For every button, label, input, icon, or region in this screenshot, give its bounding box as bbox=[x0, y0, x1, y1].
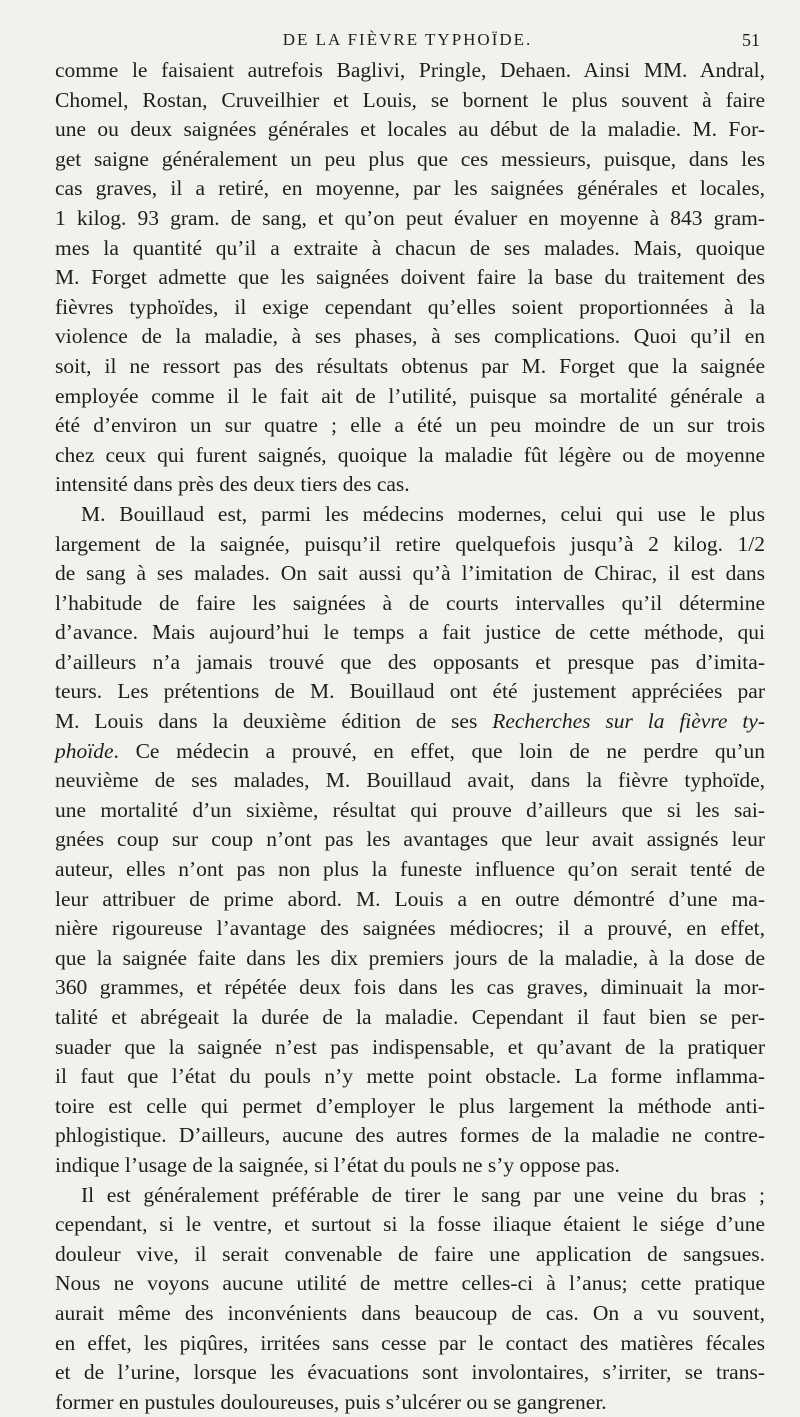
body-text bbox=[55, 56, 765, 1417]
text-line bbox=[55, 1003, 765, 1033]
text-line bbox=[55, 145, 765, 175]
text-line bbox=[55, 500, 765, 530]
line-text: neuvième de ses malades, M. Bouillaud avait, dans la fièvre typhoïde, bbox=[55, 768, 765, 793]
line-text: indique l’usage de la saignée, si l’état du pouls ne s’y oppose pas. bbox=[55, 1152, 620, 1177]
text-line bbox=[55, 618, 765, 648]
line-text: fièvres typhoïdes, il exige cependant qu’elles soient proportionnées à la bbox=[55, 294, 765, 319]
paragraph bbox=[55, 1181, 765, 1417]
line-text: 360 grammes, et répétée deux fois dans les cas graves, diminuait la mor- bbox=[55, 975, 765, 1000]
text-line bbox=[55, 1151, 765, 1181]
line-text: douleur vive, il serait convenable de faire une application de sangsues. bbox=[55, 1241, 765, 1266]
line-text: nière rigoureuse l’avantage des saignées médiocres; il a prouvé, en effet, bbox=[55, 916, 765, 941]
text-line bbox=[55, 648, 765, 678]
line-text: l’habitude de faire les saignées à de courts intervalles qu’il détermine bbox=[55, 590, 765, 615]
line-text: leur attribuer de prime abord. M. Louis a en outre démontré d’une ma- bbox=[55, 886, 765, 911]
text-line bbox=[55, 1299, 765, 1329]
line-text: auteur, elles n’ont pas non plus la funeste influence qu’on serait tenté de bbox=[55, 857, 765, 882]
text-line bbox=[55, 944, 765, 974]
text-line bbox=[55, 1181, 765, 1211]
italic-title: Recherches sur la fièvre ty- bbox=[492, 709, 766, 734]
line-text: cependant, si le ventre, et surtout si la fosse iliaque étaient le siége d’une bbox=[55, 1212, 765, 1237]
line-text: suader que la saignée n’est pas indispensable, et qu’avant de la pratiquer bbox=[55, 1034, 765, 1059]
line-text: comme le faisaient autrefois Baglivi, Pringle, Dehaen. Ainsi MM. Andral, bbox=[55, 58, 765, 82]
line-text: get saigne généralement un peu plus que ces messieurs, puisque, dans les bbox=[55, 146, 765, 171]
paragraph bbox=[55, 56, 765, 500]
text-line bbox=[55, 293, 765, 323]
line-text: mes la quantité qu’il a extraite à chacun de ses malades. Mais, quoique bbox=[55, 235, 765, 260]
text-line bbox=[55, 1062, 765, 1092]
text-line bbox=[55, 1388, 765, 1417]
text-line bbox=[55, 174, 765, 204]
text-line bbox=[55, 914, 765, 944]
line-text: en effet, les piqûres, irritées sans cesse par le contact des matières fécales bbox=[55, 1330, 765, 1355]
text-line bbox=[55, 737, 765, 767]
text-line bbox=[55, 1358, 765, 1388]
line-text: 1 kilog. 93 gram. de sang, et qu’on peut évaluer en moyenne à 843 gram- bbox=[55, 205, 765, 230]
line-text: M. Louis dans la deuxième édition de ses bbox=[55, 709, 493, 734]
text-line bbox=[55, 352, 765, 382]
text-line bbox=[55, 707, 765, 737]
text-line bbox=[55, 411, 765, 441]
line-text: violence de la maladie, à ses phases, à ses complications. Quoi qu’il en bbox=[55, 324, 765, 349]
line-text: phlogistique. D’ailleurs, aucune des autres formes de la maladie ne contre- bbox=[55, 1123, 765, 1148]
line-text: aurait même des inconvénients dans beaucoup de cas. On a vu souvent, bbox=[55, 1300, 765, 1325]
line-text: il faut que l’état du pouls n’y mette point obstacle. La forme inflamma- bbox=[55, 1064, 765, 1089]
line-text: été d’environ un sur quatre ; elle a été un peu moindre de un sur trois bbox=[55, 413, 765, 438]
text-line bbox=[55, 677, 765, 707]
text-line bbox=[55, 1329, 765, 1359]
text-line bbox=[55, 382, 765, 412]
text-line bbox=[55, 825, 765, 855]
text-line bbox=[55, 56, 765, 86]
line-text: largement de la saignée, puisqu’il retire quelquefois jusqu’à 2 kilog. 1/2 bbox=[55, 531, 765, 556]
text-line bbox=[55, 766, 765, 796]
text-line bbox=[55, 1092, 765, 1122]
line-text: et de l’urine, lorsque les évacuations sont involontaires, s’irriter, se trans- bbox=[55, 1360, 765, 1385]
line-text: Il est généralement préférable de tirer le sang par une veine du bras ; bbox=[81, 1182, 765, 1207]
line-text: de sang à ses malades. On sait aussi qu’à l’imitation de Chirac, il est dans bbox=[55, 561, 765, 586]
text-line bbox=[55, 1033, 765, 1063]
line-text: employée comme il le fait ait de l’utilité, puisque sa mortalité générale a bbox=[55, 383, 765, 408]
line-text: d’avance. Mais aujourd’hui le temps a fait justice de cette méthode, qui bbox=[55, 620, 765, 645]
text-line bbox=[55, 855, 765, 885]
italic-title: phoïde bbox=[55, 738, 114, 763]
line-text: chez ceux qui furent saignés, quoique la maladie fût légère ou de moyenne bbox=[55, 442, 765, 467]
line-text: Nous ne voyons aucune utilité de mettre celles-ci à l’anus; cette pratique bbox=[55, 1271, 765, 1296]
text-line bbox=[55, 796, 765, 826]
text-line bbox=[55, 115, 765, 145]
line-text: intensité dans près des deux tiers des cas. bbox=[55, 472, 410, 497]
line-text: M. Forget admette que les saignées doivent faire la base du traitement des bbox=[55, 265, 765, 290]
paragraph bbox=[55, 500, 765, 1181]
text-line bbox=[55, 441, 765, 471]
line-text: cas graves, il a retiré, en moyenne, par les saignées générales et locales, bbox=[55, 176, 765, 201]
text-line bbox=[55, 1240, 765, 1270]
line-text: M. Bouillaud est, parmi les médecins modernes, celui qui use le plus bbox=[81, 501, 765, 526]
text-line bbox=[55, 470, 765, 500]
line-text: soit, il ne ressort pas des résultats obtenus par M. Forget que la saignée bbox=[55, 353, 765, 378]
text-line bbox=[55, 1121, 765, 1151]
text-line bbox=[55, 589, 765, 619]
line-text: d’ailleurs n’a jamais trouvé que des opposants et presque pas d’imita- bbox=[55, 649, 765, 674]
text-line bbox=[55, 204, 765, 234]
line-text: que la saignée faite dans les dix premiers jours de la maladie, à la dose de bbox=[55, 945, 765, 970]
line-text: Chomel, Rostan, Cruveilhier et Louis, se bornent le plus souvent à faire bbox=[55, 87, 765, 112]
text-line bbox=[55, 559, 765, 589]
text-line bbox=[55, 530, 765, 560]
text-line bbox=[55, 885, 765, 915]
text-line bbox=[55, 1269, 765, 1299]
line-text: talité et abrégeait la durée de la maladie. Cependant il faut bien se per- bbox=[55, 1005, 765, 1029]
line-text: une mortalité d’un sixième, résultat qui prouve d’ailleurs que si les sai- bbox=[55, 797, 765, 822]
text-line bbox=[55, 263, 765, 293]
page-header bbox=[55, 24, 760, 50]
text-line bbox=[55, 322, 765, 352]
text-line bbox=[55, 234, 765, 264]
line-text: une ou deux saignées générales et locales au début de la maladie. M. For- bbox=[55, 117, 765, 142]
text-line bbox=[55, 86, 765, 116]
line-text: teurs. Les prétentions de M. Bouillaud ont été justement appréciées par bbox=[55, 679, 765, 704]
line-text: former en pustules douloureuses, puis s’ulcérer ou se gangrener. bbox=[55, 1389, 607, 1414]
page-number: 51 bbox=[742, 30, 760, 50]
text-line bbox=[55, 973, 765, 1003]
line-text: toire est celle qui permet d’employer le plus largement la méthode anti- bbox=[55, 1093, 765, 1118]
text-line bbox=[55, 1210, 765, 1240]
line-text: gnées coup sur coup n’ont pas les avantages que leur avait assignés leur bbox=[55, 827, 765, 852]
line-text-after: . Ce médecin a prouvé, en effet, que loin de ne perdre qu’un bbox=[113, 738, 765, 763]
running-head: DE LA FIÈVRE TYPHOÏDE. bbox=[282, 30, 533, 49]
